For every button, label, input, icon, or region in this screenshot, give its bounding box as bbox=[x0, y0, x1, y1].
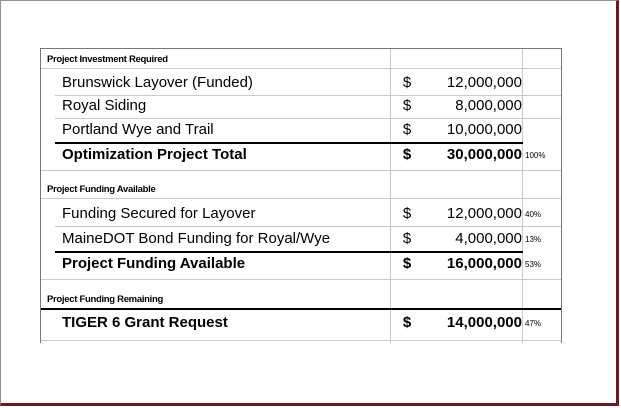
total-row bbox=[41, 314, 561, 336]
percent-value: 100% bbox=[525, 151, 546, 160]
table-row bbox=[41, 74, 561, 96]
row-divider bbox=[55, 118, 561, 119]
row-amount: 12,000,000 bbox=[446, 205, 522, 222]
percent-value: 47% bbox=[525, 319, 542, 328]
total-row bbox=[41, 255, 561, 277]
dollar-sign: $ bbox=[402, 230, 412, 247]
row-divider bbox=[41, 340, 561, 341]
row-amount: 12,000,000 bbox=[446, 74, 522, 91]
row-divider bbox=[41, 279, 561, 280]
total-amount: 30,000,000 bbox=[446, 146, 522, 163]
total-label: Optimization Project Total bbox=[62, 146, 247, 163]
section-header-remaining: Project Funding Remaining bbox=[47, 294, 164, 305]
row-amount: 10,000,000 bbox=[446, 121, 522, 138]
dollar-sign: $ bbox=[402, 255, 412, 272]
dollar-sign: $ bbox=[402, 314, 412, 331]
funding-table bbox=[40, 48, 562, 343]
table-row bbox=[41, 97, 561, 119]
row-label: Brunswick Layover (Funded) bbox=[62, 74, 253, 91]
row-label: Royal Siding bbox=[62, 97, 147, 114]
table-row bbox=[41, 230, 561, 252]
total-rule bbox=[55, 251, 523, 253]
row-label: Funding Secured for Layover bbox=[62, 205, 256, 222]
dollar-sign: $ bbox=[402, 146, 412, 163]
percent-value: 40% bbox=[525, 210, 542, 219]
section-header-available: Project Funding Available bbox=[47, 184, 156, 195]
total-rule bbox=[41, 308, 561, 310]
row-label: MaineDOT Bond Funding for Royal/Wye bbox=[62, 230, 331, 247]
row-divider bbox=[41, 170, 561, 171]
row-divider bbox=[55, 95, 561, 96]
total-label: TIGER 6 Grant Request bbox=[62, 314, 228, 331]
dollar-sign: $ bbox=[402, 74, 412, 91]
percent-value: 13% bbox=[525, 235, 542, 244]
row-label: Portland Wye and Trail bbox=[62, 121, 214, 138]
total-row bbox=[41, 146, 561, 168]
dollar-sign: $ bbox=[402, 205, 412, 222]
total-amount: 14,000,000 bbox=[446, 314, 522, 331]
row-divider bbox=[55, 226, 561, 227]
dollar-sign: $ bbox=[402, 121, 412, 138]
row-divider bbox=[41, 198, 561, 199]
total-rule bbox=[55, 142, 523, 144]
table-row bbox=[41, 121, 561, 143]
row-amount: 8,000,000 bbox=[455, 97, 522, 114]
table-row bbox=[41, 205, 561, 227]
row-divider bbox=[41, 68, 561, 69]
section-header-investment: Project Investment Required bbox=[47, 54, 168, 65]
total-amount: 16,000,000 bbox=[446, 255, 522, 272]
total-label: Project Funding Available bbox=[62, 255, 246, 272]
percent-value: 53% bbox=[525, 260, 542, 269]
row-amount: 4,000,000 bbox=[455, 230, 522, 247]
dollar-sign: $ bbox=[402, 97, 412, 114]
